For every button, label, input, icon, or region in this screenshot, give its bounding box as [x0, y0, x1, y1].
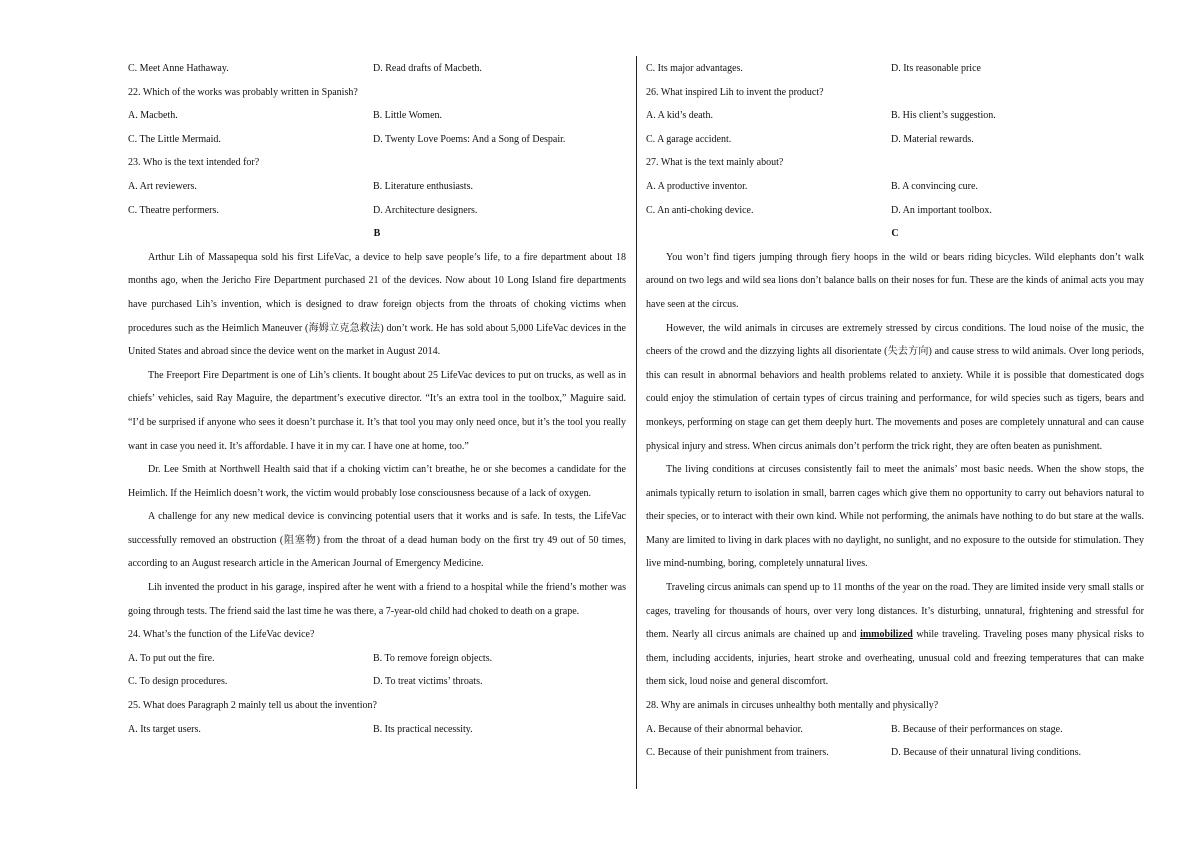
option-d: D. Material rewards. [891, 133, 974, 145]
right-column [646, 57, 1144, 765]
option-b: B. A convincing cure. [891, 180, 978, 192]
passage-paragraph: The living conditions at circuses consistently fail to meet the animals’ most basic needs. When the show stops, the animals typically return to isolation in small, barren cages which give them no opportunity to carry out behaviors natural to their species, or to interact with their own kind. While not performing, the animals have nothing to do but stare at the walls. Many are limited to living in dark places with no daylight, no sunlight, and no exposure to the outside for stimulation. They live mind-numbing, boring, completely unnatural lives. [646, 464, 1144, 570]
option-b: B. Little Women. [373, 110, 443, 122]
option-c: C. Theatre performers. [128, 204, 219, 216]
passage-paragraph: Lih invented the product in his garage, inspired after he went with a friend to a hospital while the friend’s mother was going through tests. The friend said the last time he was there, a 7-year-old child had choked to death on a grape. [128, 582, 626, 617]
option-c: C. Its major advantages. [646, 63, 743, 74]
option-d: D. An important toolbox. [891, 204, 992, 216]
passage-c [646, 246, 1144, 694]
option-row [646, 57, 1144, 81]
option-row [128, 128, 626, 152]
column-divider [636, 56, 637, 789]
highlighted-word: immobilized [860, 629, 913, 641]
passage-paragraph: Dr. Lee Smith at Northwell Health said that if a choking victim can’t breathe, he or she becomes a candidate for the Heimlich. If the Heimlich doesn’t work, the victim would probably lose consciousness because of a lack of oxygen. [128, 464, 626, 499]
option-a: A. Its target users. [128, 723, 201, 735]
option-row [128, 104, 626, 128]
option-row [128, 175, 626, 199]
option-d: D. Its reasonable price [891, 63, 981, 74]
option-b: B. Because of their performances on stage. [891, 723, 1063, 735]
passage-text: while traveling. Traveling poses many physical risks to them, including accidents, injuries, heart stroke and overheating, unusual cold and freezing temperatures that can make them sick, loud noise and general discomfort. [646, 629, 1144, 688]
passage-paragraph [646, 576, 1144, 694]
passage-paragraph: The Freeport Fire Department is one of Lih’s clients. It bought about 25 LifeVac devices to put on trucks, as well as in chiefs’ vehicles, said Ray Maguire, the department’s executive director. “It’s an extra tool in the toolbox,” Maguire said. “I’d be surprised if anyone who sees it doesn’t purchase it. It’s that tool you may only need once, but it’s the tool you really want in case you need it. It’s affordable. I have it in my car. I have one at home, too.” [128, 369, 626, 452]
option-c: C. Meet Anne Hathaway. [128, 63, 229, 74]
passage-b [128, 246, 626, 624]
option-d: D. Twenty Love Poems: And a Song of Despair. [373, 133, 566, 145]
section-heading-b: B [373, 228, 381, 240]
option-b: B. To remove foreign objects. [373, 652, 493, 664]
option-d: D. Read drafts of Macbeth. [373, 63, 482, 74]
option-d: D. Architecture designers. [373, 204, 478, 216]
option-row [646, 718, 1144, 742]
option-d: D. To treat victims’ throats. [373, 676, 483, 688]
question-28: 28. Why are animals in circuses unhealthy both mentally and physically? [646, 700, 939, 712]
option-row [646, 175, 1144, 199]
passage-paragraph: Arthur Lih of Massapequa sold his first LifeVac, a device to help save people’s life, to a fire department about 18 months ago, when the Jericho Fire Department purchased 21 of the devices. Now about 10 Long Island fire departments have purchased Lih’s invention, which is designed to draw foreign objects from the throats of choking victims when procedures such as the Heimlich Maneuver (海姆立克急救法) don’t work. He has sold about 5,000 LifeVac devices in the United States and abroad since the device went on the market in August 2014. [128, 251, 626, 358]
option-row [128, 647, 626, 671]
question-24: 24. What’s the function of the LifeVac device? [128, 629, 315, 641]
option-a: A. To put out the fire. [128, 652, 215, 664]
option-c: C. A garage accident. [646, 133, 732, 145]
passage-text: Traveling circus animals can spend up to 11 months of the year on the road. They are limited inside very small stalls or cages, traveling for thousands of hours, over very long distances. It’s disturbing, unnatural, frightening and stressful for them. Nearly all circus animals are chained up and [646, 582, 1144, 641]
option-c: C. To design procedures. [128, 676, 228, 688]
option-c: C. An anti-choking device. [646, 204, 754, 216]
option-row [646, 128, 1144, 152]
option-a: A. Macbeth. [128, 110, 178, 122]
question-22: 22. Which of the works was probably written in Spanish? [128, 86, 358, 98]
question-26: 26. What inspired Lih to invent the product? [646, 86, 824, 98]
passage-paragraph: However, the wild animals in circuses are extremely stressed by circus conditions. The loud noise of the music, the cheers of the crowd and the dizzying lights all disorientate (失去方向) and cause stress to wild animals. Over long periods, this can result in abnormal behaviors and health problems related to anxiety. While it is possible that domesticated dogs could enjoy the stimulation of certain types of circus training and performance, for wild species such as tigers, bears and monkeys, performing on stage can get them deeply hurt. The movements and poses are completely unnatural and can cause physical injury and stress. When circus animals don’t perform the trick right, they are often beaten as punishment. [646, 322, 1144, 452]
section-heading-c: C [891, 228, 899, 240]
option-row [646, 104, 1144, 128]
option-row [646, 199, 1144, 223]
option-a: A. Art reviewers. [128, 180, 197, 192]
option-b: B. His client’s suggestion. [891, 110, 996, 122]
option-row [128, 57, 626, 81]
option-row [128, 670, 626, 694]
option-c: C. Because of their punishment from trainers. [646, 747, 829, 759]
question-25: 25. What does Paragraph 2 mainly tell us about the invention? [128, 700, 377, 712]
option-b: B. Literature enthusiasts. [373, 180, 473, 192]
option-a: A. A kid’s death. [646, 110, 713, 122]
option-row [128, 199, 626, 223]
option-row [128, 718, 626, 742]
option-a: A. Because of their abnormal behavior. [646, 723, 803, 735]
left-column [128, 57, 626, 741]
passage-paragraph: A challenge for any new medical device is convincing potential users that it works and is safe. In tests, the LifeVac successfully removed an obstruction (阻塞物) from the throat of a dead human body on the first try 49 out of 50 times, according to an August research article in the American Journal of Emergency Medicine. [128, 511, 626, 570]
question-27: 27. What is the text mainly about? [646, 157, 784, 169]
option-a: A. A productive inventor. [646, 180, 748, 192]
question-23: 23. Who is the text intended for? [128, 157, 260, 169]
option-row [646, 741, 1144, 765]
option-c: C. The Little Mermaid. [128, 133, 221, 145]
option-b: B. Its practical necessity. [373, 723, 473, 735]
passage-paragraph: You won’t find tigers jumping through fiery hoops in the wild or bears riding bicycles. Wild elephants don’t walk around on two legs and wild sea lions don’t balance balls on their noses for fun. These are the kinds of animal acts you may have seen at the circus. [646, 251, 1144, 310]
option-d: D. Because of their unnatural living conditions. [891, 747, 1081, 759]
